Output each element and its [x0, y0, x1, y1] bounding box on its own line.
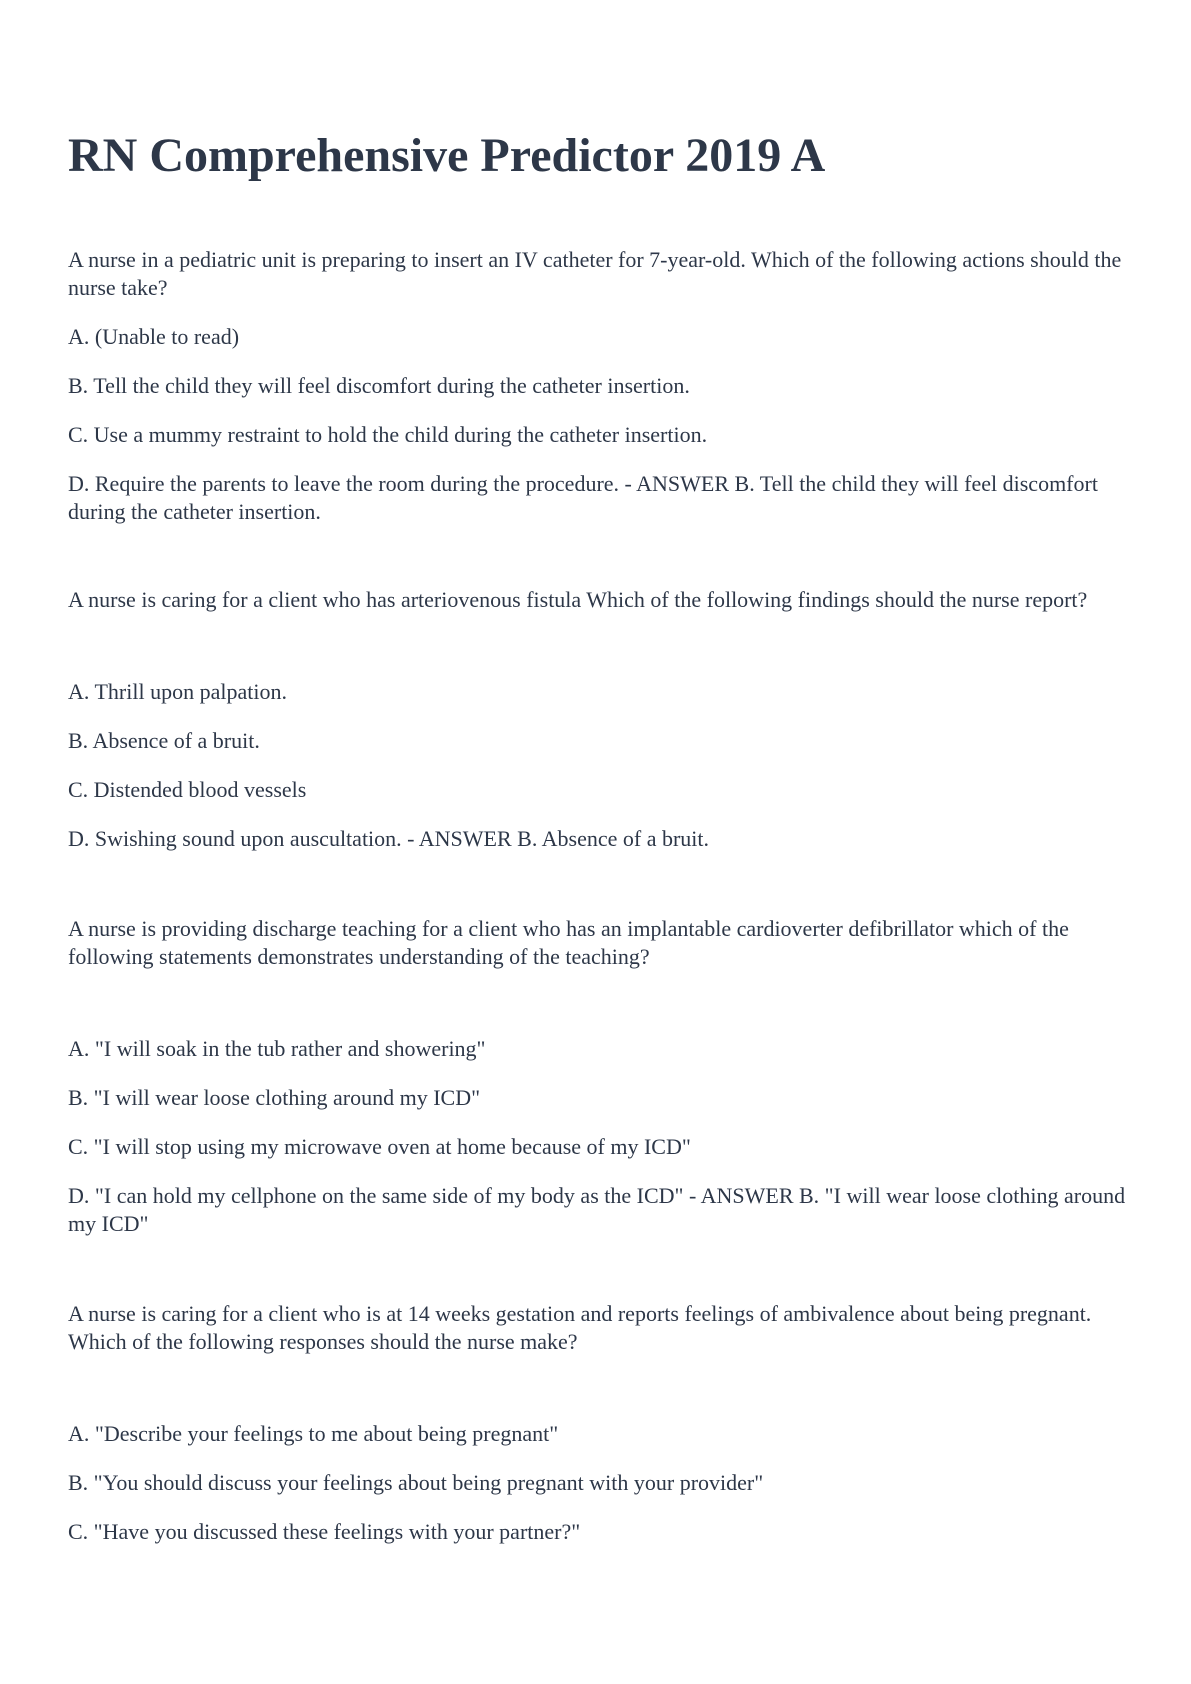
- answer-option: B. "You should discuss your feelings about being pregnant with your provider": [68, 1470, 764, 1496]
- answer-option: A. "Describe your feelings to me about being pregnant": [68, 1421, 559, 1447]
- answer-options: [68, 1035, 1128, 1238]
- question-stem: A nurse is caring for a client who has arteriovenous fistula Which of the following findings should the nurse report?: [68, 587, 1088, 613]
- question-block: [68, 1300, 1128, 1546]
- answer-option: C. "Have you discussed these feelings with your partner?": [68, 1519, 581, 1545]
- answer-option: D. Swishing sound upon auscultation. - ANSWER B. Absence of a bruit.: [68, 826, 710, 852]
- document-page: [68, 128, 1128, 1546]
- answer-option: A. Thrill upon palpation.: [68, 679, 287, 705]
- answer-options: [68, 323, 1128, 526]
- answer-options: [68, 678, 1128, 853]
- question-stem: A nurse is caring for a client who is at 14 weeks gestation and reports feelings of ambivalence about being pregnant. Which of the following responses should the nurse make?: [68, 1301, 1092, 1355]
- document-title: RN Comprehensive Predictor 2019 A: [68, 129, 826, 182]
- answer-option: B. Absence of a bruit.: [68, 728, 260, 754]
- answer-option: C. Distended blood vessels: [68, 777, 307, 803]
- question-block: [68, 586, 1128, 853]
- question-block: [68, 246, 1128, 526]
- answer-option: C. Use a mummy restraint to hold the child during the catheter insertion.: [68, 422, 708, 448]
- answer-option: A. (Unable to read): [68, 324, 240, 350]
- question-stem: A nurse is providing discharge teaching for a client who has an implantable cardioverter defibrillator which of the following statements demonstrates understanding of the teaching?: [68, 916, 1069, 970]
- answer-option: B. "I will wear loose clothing around my ICD": [68, 1085, 481, 1111]
- answer-option: D. "I can hold my cellphone on the same side of my body as the ICD" - ANSWER B. "I will wear loose clothing around my ICD": [68, 1183, 1126, 1237]
- question-stem: A nurse in a pediatric unit is preparing to insert an IV catheter for 7-year-old. Which of the following actions should the nurse take?: [68, 247, 1122, 301]
- question-block: [68, 915, 1128, 1238]
- answer-option: B. Tell the child they will feel discomfort during the catheter insertion.: [68, 373, 690, 399]
- answer-option: A. "I will soak in the tub rather and showering": [68, 1036, 486, 1062]
- answer-option: D. Require the parents to leave the room during the procedure. - ANSWER B. Tell the child they will feel discomfort during the catheter insertion.: [68, 471, 1098, 525]
- answer-options: [68, 1420, 1128, 1546]
- answer-option: C. "I will stop using my microwave oven at home because of my ICD": [68, 1134, 691, 1160]
